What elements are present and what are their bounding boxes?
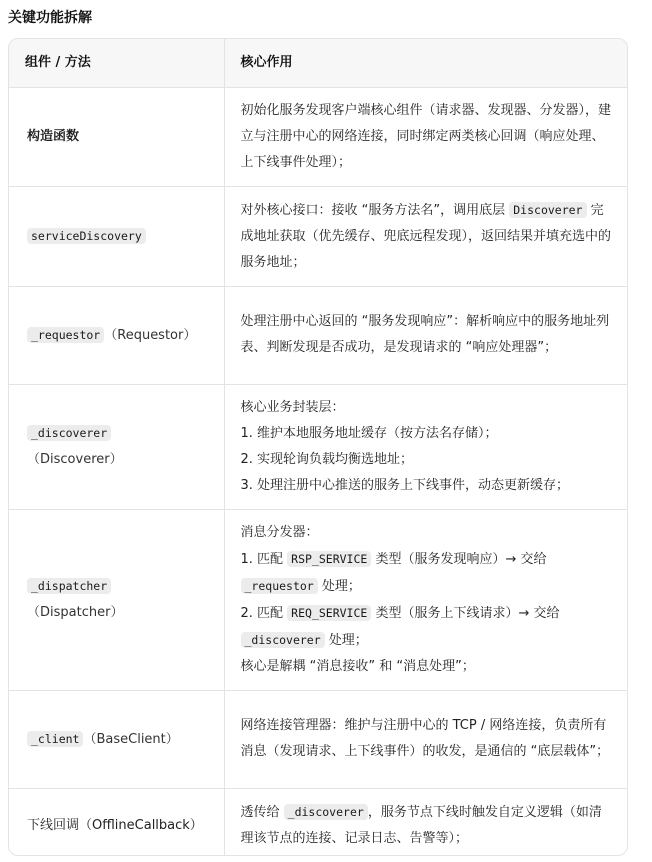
component-name <box>9 509 224 690</box>
inline-code: serviceDiscovery <box>27 228 146 244</box>
description-text: ，服务节点下线时触发自定义逻辑（如清理该节点的连接、记录日志、告警等）； <box>240 805 602 847</box>
function-table <box>8 38 628 856</box>
table-row <box>9 788 628 856</box>
table-row <box>9 509 628 690</box>
column-header-role: 核心作用 <box>224 39 628 87</box>
component-name <box>9 384 224 509</box>
inline-code: RSP_SERVICE <box>287 551 371 567</box>
inline-code: _requestor <box>27 327 104 343</box>
component-type: （Dispatcher） <box>27 605 124 620</box>
inline-code: Discoverer <box>509 202 586 218</box>
description-line: 2. 实现轮询负载均衡选地址； <box>240 451 414 467</box>
component-name <box>9 186 224 286</box>
description-line: 3. 处理注册中心推送的服务上下线事件，动态更新缓存； <box>240 477 570 493</box>
inline-code: REQ_SERVICE <box>287 605 371 621</box>
description-text: 完成地址获取（优先缓存、兜底远程发现），返回结果并填充选中的服务地址； <box>240 202 612 270</box>
component-name <box>9 690 224 788</box>
description-line: 1. 维护本地服务地址缓存（按方法名存储）； <box>240 425 498 441</box>
description-line: _requestor 处理； <box>241 573 614 600</box>
component-description <box>224 788 628 856</box>
table-row <box>9 87 628 186</box>
table-row <box>9 690 628 788</box>
table-row <box>9 384 628 509</box>
description-line: 1. 匹配 RSP_SERVICE 类型（服务发现响应）→ 交给 <box>240 551 547 567</box>
table-row <box>9 186 628 286</box>
description-line: 核心业务封装层： <box>240 399 345 415</box>
description-line: 2. 匹配 REQ_SERVICE 类型（服务上下线请求）→ 交给 <box>240 605 560 621</box>
component-name <box>9 286 224 384</box>
description-line: 消息分发器： <box>240 524 319 540</box>
inline-code: _requestor <box>241 578 318 594</box>
component-description <box>224 509 628 690</box>
table-header-row <box>9 39 628 87</box>
inline-code: _discoverer <box>284 804 368 820</box>
component-name: 构造函数 <box>9 87 224 186</box>
inline-code: _discoverer <box>27 425 111 441</box>
component-description <box>224 384 628 509</box>
description-text: 透传给 <box>240 805 284 821</box>
section-heading: 关键功能拆解 <box>8 10 92 26</box>
component-type: （BaseClient） <box>83 731 179 747</box>
description-line: _discoverer 处理； <box>241 627 614 654</box>
inline-code: _discoverer <box>241 632 325 648</box>
component-description: 初始化服务发现客户端核心组件（请求器、发现器、分发器），建立与注册中心的网络连接，同时绑定两类核心回调（响应处理、上下线事件处理）； <box>224 87 628 186</box>
component-description <box>224 186 628 286</box>
inline-code: _client <box>27 731 83 747</box>
component-type: （Requestor） <box>104 327 197 343</box>
inline-code: _dispatcher <box>27 578 111 594</box>
column-header-component: 组件 / 方法 <box>9 39 224 87</box>
description-line: 核心是解耦 “消息接收” 和 “消息处理”； <box>240 658 475 674</box>
component-type: （Discoverer） <box>27 452 123 467</box>
component-description: 处理注册中心返回的 “服务发现响应”：解析响应中的服务地址列表、判断发现是否成功，是发现请求的 “响应处理器”； <box>224 286 628 384</box>
table-row <box>9 286 628 384</box>
component-description: 网络连接管理器：维护与注册中心的 TCP / 网络连接，负责所有消息（发现请求、上下线事件）的收发，是通信的 “底层载体”； <box>224 690 628 788</box>
component-name: 下线回调（OfflineCallback） <box>27 817 203 833</box>
description-text: 对外核心接口：接收 “服务方法名”，调用底层 <box>240 202 510 218</box>
